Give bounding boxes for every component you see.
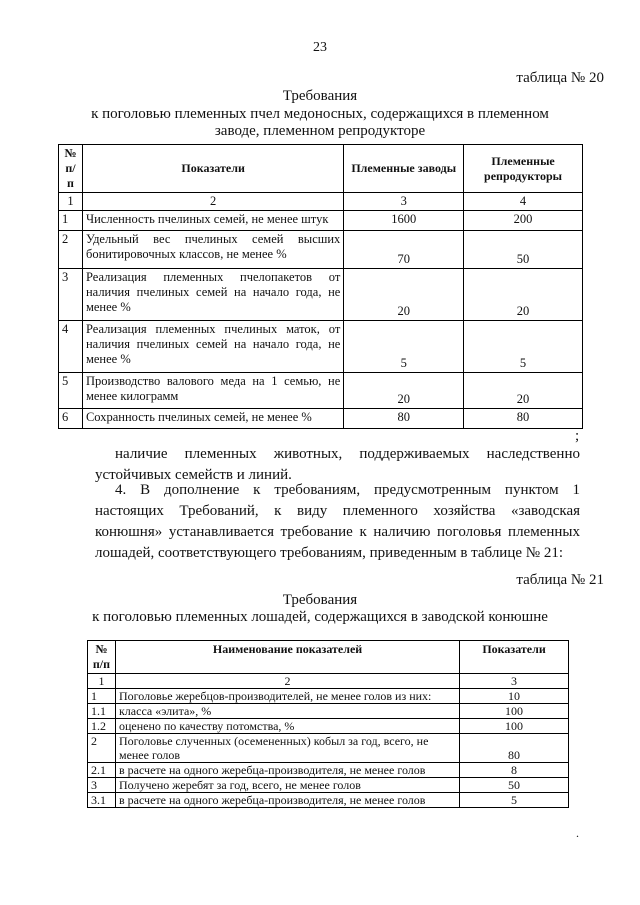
table21-colnum: 3 [460, 674, 569, 689]
table-row [88, 734, 569, 763]
table20-ref: таблица № 20 [516, 70, 604, 86]
row-indicator: оценено по качеству потомства, % [115, 719, 459, 734]
table-row [59, 409, 583, 429]
bottom-dot-mark: . [576, 826, 579, 840]
table-row [59, 211, 583, 231]
row-value: 8 [460, 763, 569, 778]
paragraph-lineages: наличие племенных животных, поддерживаемых наследственно устойчивых семейств и линий. [95, 446, 580, 483]
row-value: 100 [460, 704, 569, 719]
row-number: 1.1 [88, 704, 116, 719]
table-row [59, 231, 583, 269]
table20-colnum: 3 [344, 193, 464, 211]
row-indicator: Производство валового меда на 1 семью, не менее килограмм [82, 373, 343, 409]
table20-header-row [59, 145, 583, 193]
semicolon-mark: ; [575, 428, 580, 444]
table20-header-indicators: Показатели [82, 145, 343, 193]
table20-colnum: 2 [82, 193, 343, 211]
table-row [88, 704, 569, 719]
page-number: 23 [313, 40, 327, 55]
row-number: 1.2 [88, 719, 116, 734]
row-value: 10 [460, 689, 569, 704]
table-row [88, 689, 569, 704]
row-value-farms: 5 [344, 321, 464, 373]
row-value-reproducers: 80 [464, 409, 583, 429]
table21-header-values: Показатели [460, 641, 569, 674]
table-row [88, 719, 569, 734]
table20-header-reproducers: Племенные репродукторы [464, 145, 583, 193]
table-20 [58, 144, 583, 429]
row-value-farms: 20 [344, 269, 464, 321]
row-number: 4 [59, 321, 83, 373]
row-number: 5 [59, 373, 83, 409]
row-number: 3.1 [88, 793, 116, 808]
row-indicator: Численность пчелиных семей, не менее штук [82, 211, 343, 231]
row-number: 6 [59, 409, 83, 429]
row-value-reproducers: 20 [464, 269, 583, 321]
row-number: 2 [59, 231, 83, 269]
table21-title: Требования [282, 592, 358, 608]
table20-colnum: 1 [59, 193, 83, 211]
row-number: 3 [59, 269, 83, 321]
row-value: 80 [460, 734, 569, 763]
row-indicator: класса «элита», % [115, 704, 459, 719]
table-21 [87, 640, 569, 808]
row-value-farms: 80 [344, 409, 464, 429]
row-value: 5 [460, 793, 569, 808]
row-indicator: Получено жеребят за год, всего, не менее голов [115, 778, 459, 793]
row-value: 50 [460, 778, 569, 793]
table20-subtitle-line2: заводе, племенном репродукторе [214, 123, 426, 139]
table20-colnum: 4 [464, 193, 583, 211]
row-value-farms: 70 [344, 231, 464, 269]
row-value-reproducers: 20 [464, 373, 583, 409]
table21-colnum-row [88, 674, 569, 689]
table-row [59, 321, 583, 373]
row-value-reproducers: 50 [464, 231, 583, 269]
paragraph-point-4: 4. В дополнение к требованиям, предусмотренным пунктом 1 настоящих Требований, к виду племенного хозяйства «заводская конюшня» устанавливается требование к наличию поголовья племенных лошадей, соответствующего требованиям, приведенным в таблице № 21: [95, 482, 580, 561]
table21-ref: таблица № 21 [516, 572, 604, 588]
table21-colnum: 1 [88, 674, 116, 689]
row-value-reproducers: 5 [464, 321, 583, 373]
row-value-farms: 1600 [344, 211, 464, 231]
row-indicator: Сохранность пчелиных семей, не менее % [82, 409, 343, 429]
table-row [88, 778, 569, 793]
row-number: 2 [88, 734, 116, 763]
row-indicator: в расчете на одного жеребца-производителя, не менее голов [115, 763, 459, 778]
row-indicator: в расчете на одного жеребца-производителя, не менее голов [115, 793, 459, 808]
table-row [88, 763, 569, 778]
table21-header-row [88, 641, 569, 674]
row-number: 1 [88, 689, 116, 704]
table20-title: Требования [282, 88, 358, 104]
row-value-farms: 20 [344, 373, 464, 409]
row-number: 1 [59, 211, 83, 231]
row-indicator: Поголовье жеребцов-производителей, не менее голов из них: [115, 689, 459, 704]
table-row [59, 269, 583, 321]
row-indicator: Поголовье слученных (осемененных) кобыл за год, всего, не менее голов [115, 734, 459, 763]
row-number: 3 [88, 778, 116, 793]
row-value-reproducers: 200 [464, 211, 583, 231]
table21-header-no: № п/п [88, 641, 116, 674]
table20-header-breeding-farms: Племенные заводы [344, 145, 464, 193]
table21-colnum: 2 [115, 674, 459, 689]
row-value: 100 [460, 719, 569, 734]
table20-header-no: № п/п [59, 145, 83, 193]
row-indicator: Реализация племенных пчелопакетов от наличия пчелиных семей на начало года, не менее % [82, 269, 343, 321]
table20-subtitle-line1: к поголовью племенных пчел медоносных, содержащихся в племенном [91, 106, 549, 122]
table20-colnum-row [59, 193, 583, 211]
row-indicator: Удельный вес пчелиных семей высших бонитировочных классов, не менее % [82, 231, 343, 269]
row-indicator: Реализация племенных пчелиных маток, от наличия пчелиных семей на начало года, не менее % [82, 321, 343, 373]
table-row [59, 373, 583, 409]
table21-subtitle: к поголовью племенных лошадей, содержащихся в заводской конюшне [92, 609, 548, 625]
table-row [88, 793, 569, 808]
table21-header-name: Наименование показателей [115, 641, 459, 674]
row-number: 2.1 [88, 763, 116, 778]
